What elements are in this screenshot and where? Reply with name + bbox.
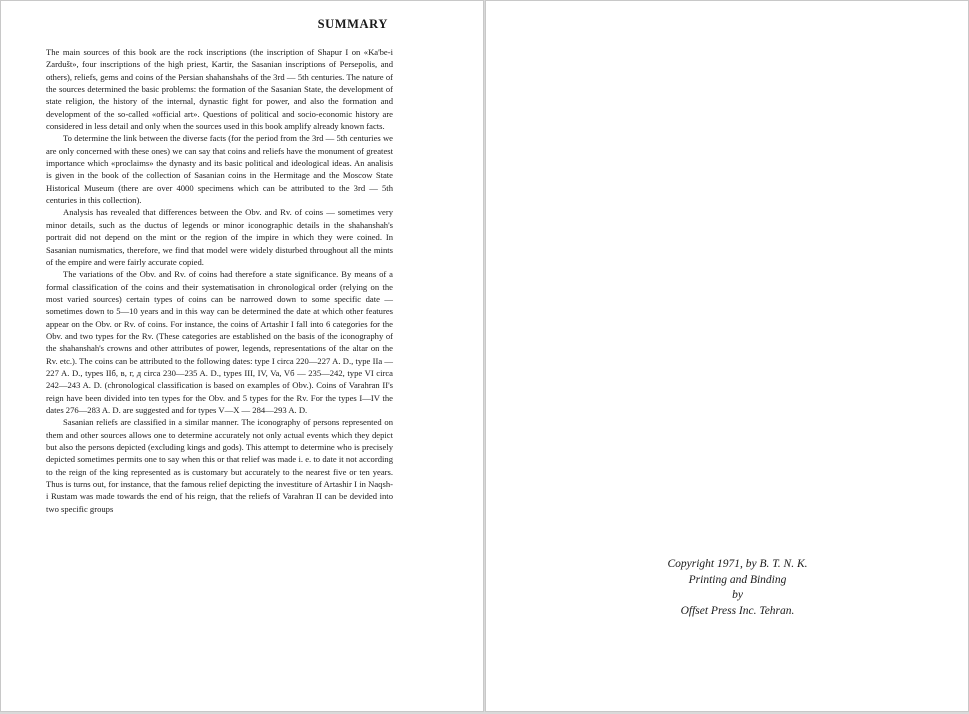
paragraph-5: Sasanian reliefs are classified in a similar manner. The iconography of persons represented on them and other sources allows one to determine accurately not only actual events which they depict but also the persons depicted (excluding kings and gods). This attempt to determine who is precisely depicted sometimes permits one to say when this or that relief was made i. e. to date it not according to the reign of the king represented as is customary but accurately to the nearest five or ten years. Thus is turns out, for instance, that the famous relief depicting the investiture of Artashir I in Naqsh-i Rustam was made towards the end of his reign, that the reliefs of Varahran II can be devided into two specific groups	[46, 417, 393, 514]
by-line: by	[732, 589, 743, 601]
paragraph-3: Analysis has revealed that differences between the Obv. and Rv. of coins — sometimes very minor details, such as the ductus of legends or minor iconographic details in the shahanshah's portrait did not depend on the mint or the region of the impire in which they were coined. In Sasanian numismatics, therefore, we find that model were widely disturbed throughout all the mints of the empire and were fairly accurate copied.	[46, 207, 393, 267]
page-title: SUMMARY	[317, 17, 388, 31]
press-line: Offset Press Inc. Tehran.	[680, 604, 795, 617]
printing-line: Printing and Binding	[688, 573, 787, 586]
copyright-line: Copyright 1971, by B. T. N. K.	[667, 558, 808, 570]
paragraph-2: To determine the link between the diverse facts (for the period from the 3rd — 5th centuries we are only concerned with these ones) we can say that coins and reliefs have the monument of greatest importance which «proclaims» the dynasty and its basic political and ideological ideas. An analisis is given in the book of the collection of Sasanian coins in the Hermitage and the Moscow State Historical Museum (there are over 4000 specimens which can be attributed to the 3rd — 5th centuries in this collection).	[46, 133, 393, 206]
summary-text	[46, 46, 393, 515]
paragraph-1: The main sources of this book are the rock inscriptions (the inscription of Shapur I on «Ka'be-i Zardušt», four inscriptions of the high priest, Kartir, the Sasanian inscriptions of Persepolis, and others), reliefs, gems and coins of the Persian shahanshahs of the 3rd — 5th centuries. The nature of the sources determined the basic problems: the formation of the Sasanian State, the development of state religion, the history of the internal, dynastic fight for power, and also the formation and development of the so-called «official art». Questions of political and socio-economic history are considered in less detail and only when the sources used in this book amplify already known facts.	[46, 47, 393, 132]
left-page	[0, 0, 484, 712]
paragraph-4: The variations of the Obv. and Rv. of coins had therefore a state significance. By means of a formal classification of the coins and their systematisation in chronological order (relying on the most varied sources) certain types of coins can be narrowed down to some specific date — sometimes down to 5—10 years and in this way can be determined the date at which other features appear on the Obv. or Rv. of coins. For instance, the coins of Artashir I fall into 6 categories for the Obv. and two types for the Rv. (These categories are established on the basis of the iconography of the shahanshah's crowns and other attributes of power, legends, representations of the altar on the Rv. etc.). The coins can be attributed to the following dates: type I circa 220—227 A. D., type IIa — 227 A. D., types IIб, в, г, д circa 230—235 A. D., types III, IV, Va, Vб — 235—242, type VI circa 242—243 A. D. (chronological classification is based on examples of Obv.). Coins of Varahran II's reign have been divided into ten types for the Obv. and 5 types for the Rv. For the types I—IV the dates 276—283 A. D. are suggested and for types V—X — 284—293 A. D.	[46, 269, 393, 415]
colophon	[650, 557, 825, 619]
